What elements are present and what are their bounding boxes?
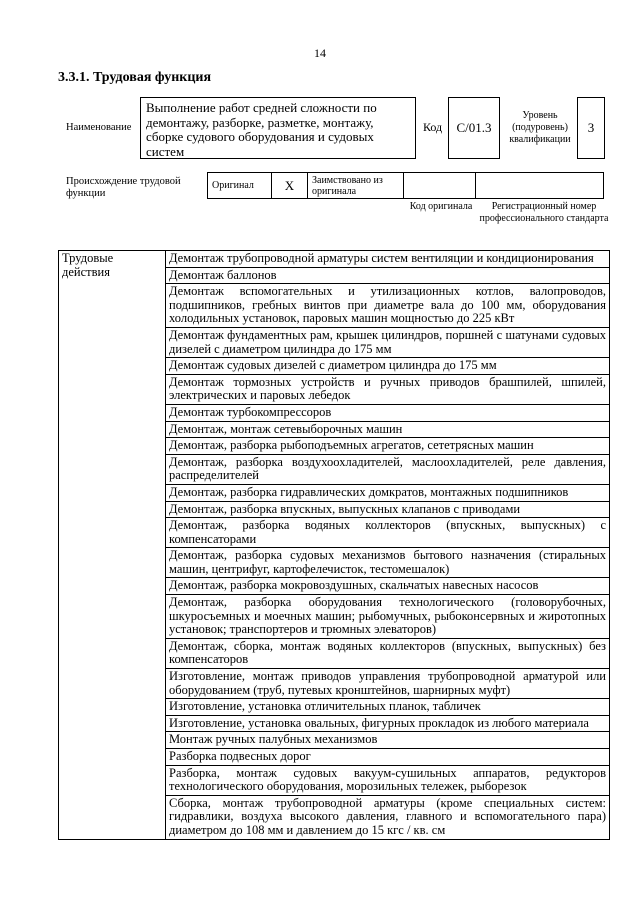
level-box (577, 97, 605, 159)
reg-number-cell (476, 173, 604, 199)
labor-action-item: Демонтаж тормозных устройств и ручных приводов брашпилей, шпилей, электрических и паровых лебедок (166, 374, 610, 404)
labor-action-item: Разборка, монтаж судовых вакуум-сушильных аппаратов, редукторов технологического оборудования, морозильных тележек, рыборезок (166, 765, 610, 795)
labor-action-item: Демонтаж трубопроводной арматуры систем вентиляции и кондиционирования (166, 251, 610, 268)
function-name-value: Выполнение работ средней сложности по демонтажу, разборке, разметке, монтажу, сборке судового оборудования и судовых систем (146, 100, 377, 159)
labor-action-item: Демонтаж, разборка водяных коллекторов (впускных, выпускных) с компенсаторами (166, 518, 610, 548)
labor-actions-table (58, 250, 610, 840)
code-value: C/01.3 (456, 120, 492, 135)
labor-action-item: Демонтаж, разборка воздухоохладителей, маслоохладителей, реле давления, распределителей (166, 454, 610, 484)
page-number: 14 (314, 46, 326, 60)
table-row (59, 251, 610, 268)
labor-action-item: Изготовление, установка отличительных планок, табличек (166, 699, 610, 716)
labor-action-item: Изготовление, установка овальных, фигурных прокладок из любого материала (166, 715, 610, 732)
section-title: 3.3.1. Трудовая функция (58, 70, 212, 85)
level-label: Уровень (подуровень) квалификации (509, 110, 571, 145)
labor-action-item: Демонтаж турбокомпрессоров (166, 404, 610, 421)
origin-label: Происхождение трудовой функции (66, 176, 181, 199)
labor-action-item: Разборка подвесных дорог (166, 749, 610, 766)
code-box (448, 97, 500, 159)
name-label: Наименование (66, 122, 132, 133)
original-mark: X (272, 173, 308, 199)
labor-action-item: Демонтаж, разборка оборудования технологического (головорубочных, шкуросъемных и моечных машин; рыбомучных, рыбоконсервных и жиротопных установок; транспортеров и трюмных элеваторов) (166, 595, 610, 639)
function-name-box (140, 97, 416, 159)
code-original-label: Код оригинала (409, 201, 473, 212)
labor-action-item: Демонтаж фундаментных рам, крышек цилиндров, поршней с шатунами судовых дизелей с диаметром цилиндра до 175 мм (166, 327, 610, 357)
code-label: Код (423, 120, 443, 134)
labor-action-item: Монтаж ручных палубных механизмов (166, 732, 610, 749)
labor-action-item: Демонтаж, сборка, монтаж водяных коллекторов (впускных, выпускных) без компенсаторов (166, 638, 610, 668)
borrowed-label: Заимствовано из оригинала (308, 173, 404, 199)
origin-table (207, 172, 604, 199)
labor-action-item: Демонтаж, разборка гидравлических домкратов, монтажных подшипников (166, 484, 610, 501)
labor-action-item: Демонтаж судовых дизелей с диаметром цилиндра до 175 мм (166, 358, 610, 375)
labor-action-item: Демонтаж, разборка впускных, выпускных клапанов с приводами (166, 501, 610, 518)
labor-action-item: Демонтаж, разборка судовых механизмов бытового назначения (стиральных машин, центрифуг, картофелечисток, тестомешалок) (166, 548, 610, 578)
code-original-cell (404, 173, 476, 199)
labor-action-item: Демонтаж вспомогательных и утилизационных котлов, валопроводов, подшипников, гребных винтов при диаметре вала до 100 мм, оборудования холодильных установок, паровых машин мощностью до 225 кВт (166, 284, 610, 328)
labor-action-item: Демонтаж, монтаж сетевыборочных машин (166, 421, 610, 438)
original-label: Оригинал (208, 173, 272, 199)
labor-action-item: Сборка, монтаж трубопроводной арматуры (кроме специальных систем: гидравлики, воздуха высокого давления, главного и вспомогательного пара) диаметром до 108 мм и давлением до 15 кгс / кв. см (166, 795, 610, 839)
labor-action-item: Изготовление, монтаж приводов управления трубопроводной арматурой или оборудованием (труб, путевых кронштейнов, шарнирных муфт) (166, 669, 610, 699)
labor-action-item: Демонтаж, разборка мокровоздушных, скальчатых навесных насосов (166, 578, 610, 595)
labor-action-item: Демонтаж, разборка рыбоподъемных агрегатов, сететрясных машин (166, 438, 610, 455)
labor-action-item: Демонтаж баллонов (166, 267, 610, 284)
category-cell: Трудовые действия (59, 251, 166, 840)
level-value: 3 (587, 120, 595, 135)
reg-number-label: Регистрационный номер профессионального стандарта (479, 201, 609, 224)
